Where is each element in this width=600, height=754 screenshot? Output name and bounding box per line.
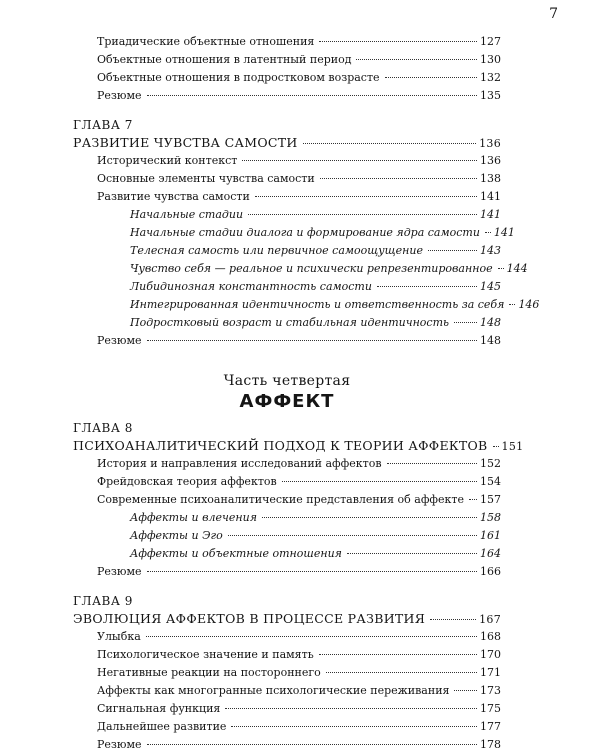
toc-subentry-page: 145: [480, 280, 501, 293]
toc-entry: [73, 69, 501, 87]
toc-entry-title: Аффекты как многогранные психологические переживания: [97, 684, 450, 697]
dot-leader: [147, 744, 477, 745]
toc-entry-title: Объектные отношения в подростковом возрасте: [97, 71, 380, 84]
dot-leader: [454, 690, 477, 691]
dot-leader: [319, 654, 477, 655]
dot-leader: [485, 232, 491, 233]
toc-entry: [73, 646, 501, 664]
dot-leader: [303, 143, 477, 144]
toc-entry-title: Сигнальная функция: [97, 702, 221, 715]
toc-entry-title: Резюме: [97, 738, 142, 751]
toc-entry-page: 170: [480, 648, 501, 661]
toc-subentry-title: Чувство себя — реальное и психически репрезентированное: [130, 262, 493, 275]
dot-leader: [509, 304, 515, 305]
chapter-title-entry: [73, 436, 524, 455]
dot-leader: [469, 499, 477, 500]
toc-subentry: [73, 224, 515, 242]
toc-entry-title: Резюме: [97, 565, 142, 578]
dot-leader: [225, 708, 477, 709]
toc-entry-title: Исторический контекст: [97, 154, 238, 167]
toc-entry-page: 171: [480, 666, 501, 679]
dot-leader: [347, 553, 477, 554]
toc-subentry: [73, 509, 501, 527]
toc-entry-title: Триадические объектные отношения: [97, 35, 315, 48]
dot-leader: [147, 340, 477, 341]
toc-entry-page: 127: [480, 35, 501, 48]
dot-leader: [326, 672, 477, 673]
dot-leader: [320, 178, 477, 179]
toc-subentry-title: Аффекты и объектные отношения: [130, 547, 342, 560]
chapter-label: ГЛАВА 7: [73, 118, 133, 132]
dot-leader: [454, 322, 477, 323]
part-heading: [73, 372, 501, 414]
toc-subentry-title: Подростковый возраст и стабильная идентичность: [130, 316, 450, 329]
toc-subentry-page: 141: [493, 226, 515, 239]
toc-entry-page: 148: [480, 334, 501, 347]
dot-leader: [387, 463, 477, 464]
toc-entry: [73, 455, 501, 473]
toc-subentry-page: 158: [480, 511, 501, 524]
toc-entry-title: Резюме: [97, 89, 142, 102]
dot-leader: [377, 286, 477, 287]
dot-leader: [228, 535, 477, 536]
chapter-label: ГЛАВА 9: [73, 594, 133, 608]
toc-entry-page: 168: [480, 630, 501, 643]
part-title: АФФЕКТ: [239, 391, 335, 412]
dot-leader: [493, 446, 499, 447]
dot-leader: [319, 41, 477, 42]
toc-entry: [73, 170, 501, 188]
toc-subentry-page: 141: [480, 208, 501, 221]
toc-entry-page: 166: [480, 565, 501, 578]
chapter-title: ЭВОЛЮЦИЯ АФФЕКТОВ В ПРОЦЕССЕ РАЗВИТИЯ: [73, 611, 426, 626]
toc-entry: [73, 563, 501, 581]
dot-leader: [498, 268, 504, 269]
toc-entry-title: Фрейдовская теория аффектов: [97, 475, 277, 488]
toc-subentry: [73, 242, 501, 260]
toc-entry-title: Основные элементы чувства самости: [97, 172, 315, 185]
toc-entry-title: Дальнейшее развитие: [97, 720, 227, 733]
toc-subentry: [73, 545, 501, 563]
page-number: 7: [549, 6, 558, 22]
toc-entry-title: Улыбка: [97, 630, 141, 643]
toc-entry: [73, 332, 501, 350]
chapter-page: 167: [479, 613, 501, 626]
dot-leader: [231, 726, 477, 727]
toc-subentry: [73, 296, 540, 314]
toc-entry-page: 157: [480, 493, 501, 506]
toc-subentry-title: Интегрированная идентичность и ответственность за себя: [130, 298, 505, 311]
toc-entry: [73, 51, 501, 69]
dot-leader: [428, 250, 477, 251]
toc-entry-page: 178: [480, 738, 501, 751]
toc-subentry-title: Начальные стадии диалога и формирование ядра самости: [130, 226, 480, 239]
chapter-page: 151: [501, 440, 524, 453]
dot-leader: [242, 160, 477, 161]
toc-entry-title: Резюме: [97, 334, 142, 347]
toc-entry-title: Негативные реакции на постороннего: [97, 666, 321, 679]
toc-entry: [73, 33, 501, 51]
chapter-title-entry: [73, 133, 501, 152]
toc-entry-page: 130: [480, 53, 501, 66]
toc-subentry: [73, 206, 501, 224]
dot-leader: [146, 636, 477, 637]
toc-subentry-page: 164: [480, 547, 501, 560]
chapter-title: ПСИХОАНАЛИТИЧЕСКИЙ ПОДХОД К ТЕОРИИ АФФЕКТОВ: [73, 438, 488, 453]
dot-leader: [385, 77, 477, 78]
dot-leader: [248, 214, 477, 215]
toc-subentry-page: 146: [518, 298, 540, 311]
toc-subentry-title: Аффекты и Эго: [130, 529, 223, 542]
toc-entry-page: 173: [480, 684, 501, 697]
toc-subentry-title: Либидинозная константность самости: [130, 280, 372, 293]
toc-entry-page: 175: [480, 702, 501, 715]
toc-entry-page: 138: [480, 172, 501, 185]
toc-entry-title: Развитие чувства самости: [97, 190, 250, 203]
dot-leader: [282, 481, 477, 482]
chapter-page: 136: [479, 137, 501, 150]
toc-subentry-title: Аффекты и влечения: [130, 511, 257, 524]
toc-entry: [73, 664, 501, 682]
toc-entry: [73, 682, 501, 700]
part-label: Часть четвертая: [223, 373, 351, 389]
toc-entry-page: 141: [480, 190, 501, 203]
toc-entry-page: 177: [480, 720, 501, 733]
dot-leader: [430, 619, 476, 620]
toc-entry: [73, 736, 501, 754]
toc-entry-title: Объектные отношения в латентный период: [97, 53, 352, 66]
toc-subentry-title: Начальные стадии: [130, 208, 244, 221]
toc-entry: [73, 700, 501, 718]
toc-subentry: [73, 314, 501, 332]
toc-entry-title: Современные психоаналитические представления об аффекте: [97, 493, 465, 506]
toc-subentry-title: Телесная самость или первичное самоощущение: [130, 244, 423, 257]
dot-leader: [147, 95, 477, 96]
toc-entry-page: 152: [480, 457, 501, 470]
toc-subentry-page: 161: [480, 529, 501, 542]
toc-entry-page: 154: [480, 475, 501, 488]
chapter-title: РАЗВИТИЕ ЧУВСТВА САМОСТИ: [73, 135, 298, 150]
dot-leader: [147, 571, 477, 572]
toc-subentry: [73, 260, 528, 278]
toc-entry: [73, 152, 501, 170]
toc-entry: [73, 87, 501, 105]
toc-entry: [73, 473, 501, 491]
toc-subentry-page: 148: [480, 316, 501, 329]
toc-entry: [73, 188, 501, 206]
toc-subentry-page: 143: [480, 244, 501, 257]
dot-leader: [262, 517, 477, 518]
toc-entry-title: История и направления исследований аффектов: [97, 457, 382, 470]
toc-subentry: [73, 527, 501, 545]
dot-leader: [255, 196, 477, 197]
toc-subentry-page: 144: [506, 262, 528, 275]
toc-entry: [73, 628, 501, 646]
toc-entry: [73, 491, 501, 509]
table-of-contents: [73, 33, 540, 754]
toc-entry-page: 136: [480, 154, 501, 167]
toc-entry-page: 135: [480, 89, 501, 102]
toc-subentry: [73, 278, 501, 296]
toc-entry: [73, 718, 501, 736]
toc-entry-title: Психологическое значение и память: [97, 648, 314, 661]
chapter-title-entry: [73, 609, 501, 628]
dot-leader: [356, 59, 477, 60]
chapter-label: ГЛАВА 8: [73, 421, 133, 435]
toc-entry-page: 132: [480, 71, 501, 84]
